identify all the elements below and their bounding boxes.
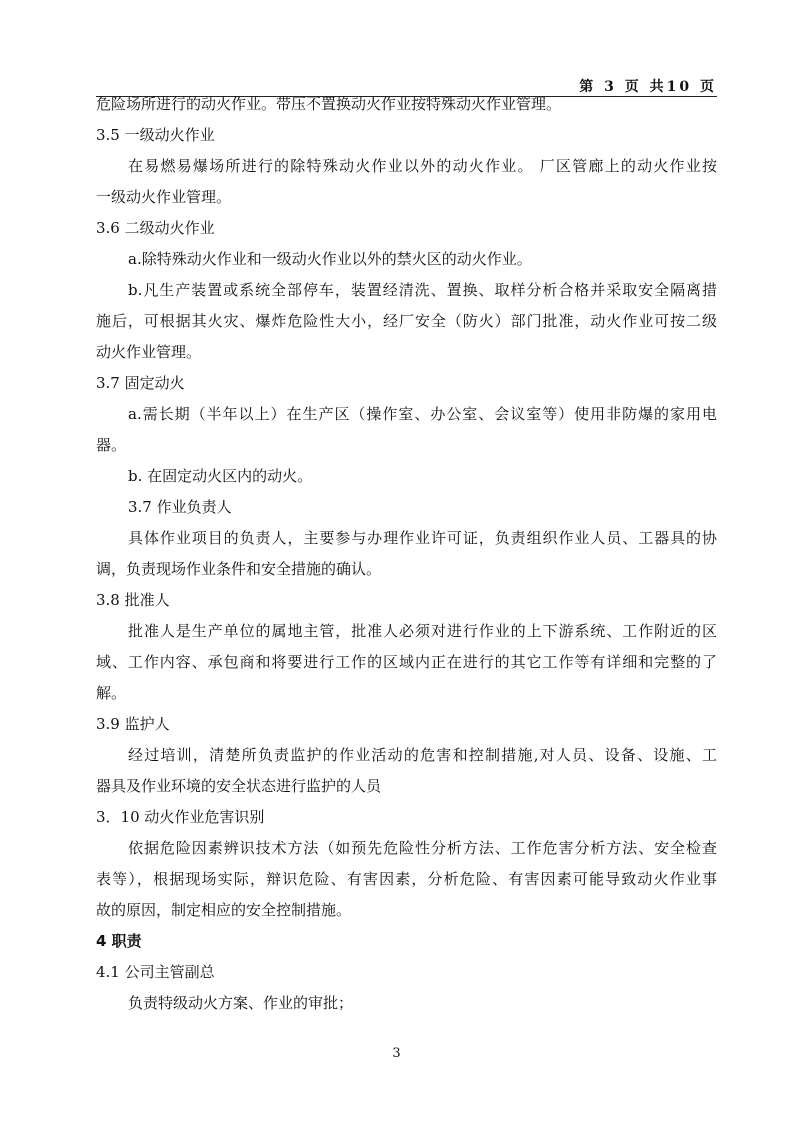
section-heading-3-10: 3．10 动火作业危害识别 [96, 808, 265, 826]
paragraph-line: 域、工作内容、承包商和将要进行工作的区域内正在进行的其它工作等有详细和完整的了 [96, 653, 717, 671]
section-heading-4-1: 4.1 公司主管副总 [96, 963, 215, 981]
paragraph-line: 施后，可根据其火灾、爆炸危险性大小，经厂安全（防火）部门批准，动火作业可按二级 [96, 312, 717, 330]
paragraph-line: 负责特级动火方案、作业的审批； [128, 994, 354, 1012]
paragraph-line: 调，负责现场作业条件和安全措施的确认。 [96, 560, 382, 578]
paragraph-line: 解。 [96, 684, 127, 702]
section-heading-3-7: 3.7 固定动火 [96, 374, 185, 392]
paragraph-line: 动火作业管理。 [96, 343, 202, 361]
paragraph-line: 依据危险因素辨识技术方法（如预先危险性分析方法、工作危害分析方法、安全检查 [128, 839, 717, 857]
document-body [96, 89, 717, 1019]
paragraph-line: 经过培训，清楚所负责监护的作业活动的危害和控制措施,对人员、设备、设施、工 [128, 746, 717, 764]
paragraph-line: 批准人是生产单位的属地主管，批准人必须对进行作业的上下游系统、工作附近的区 [128, 622, 717, 640]
paragraph-line: 器。 [96, 436, 127, 454]
list-item-b: b.凡生产装置或系统全部停车，装置经清洗、置换、取样分析合格并采取安全隔离措 [128, 281, 717, 299]
list-item-a: a.除特殊动火作业和一级动火作业以外的禁火区的动火作业。 [128, 250, 532, 268]
section-heading-3-9: 3.9 监护人 [96, 715, 170, 733]
section-heading-3-8: 3.8 批准人 [96, 591, 170, 609]
section-heading-3-5: 3.5 一级动火作业 [96, 126, 215, 144]
section-heading-3-6: 3.6 二级动火作业 [96, 219, 215, 237]
paragraph-line: 表等），根据现场实际，辩识危险、有害因素，分析危险、有害因素可能导致动火作业事 [96, 870, 717, 888]
paragraph-line: 危险场所进行的动火作业。带压不置换动火作业按特殊动火作业管理。 [96, 95, 562, 113]
list-item-a: a.需长期（半年以上）在生产区（操作室、办公室、会议室等）使用非防爆的家用电 [128, 405, 717, 423]
page-indicator: 第 3 页 共10 页 [579, 79, 717, 95]
paragraph-line: 一级动火作业管理。 [96, 188, 232, 206]
paragraph-line: 器具及作业环境的安全状态进行监护的人员 [96, 777, 382, 795]
section-heading-4: 4 职责 [96, 932, 142, 950]
list-item-b: b. 在固定动火区内的动火。 [128, 467, 313, 485]
paragraph-line: 在易燃易爆场所进行的除特殊动火作业以外的动火作业。 厂区管廊上的动火作业按 [128, 157, 717, 175]
page-number: 3 [392, 1046, 401, 1061]
section-heading-3-7-responsible: 3.7 作业负责人 [128, 498, 232, 516]
paragraph-line: 具体作业项目的负责人，主要参与办理作业许可证，负责组织作业人员、工器具的协 [128, 529, 717, 547]
paragraph-line: 故的原因，制定相应的安全控制措施。 [96, 901, 352, 919]
